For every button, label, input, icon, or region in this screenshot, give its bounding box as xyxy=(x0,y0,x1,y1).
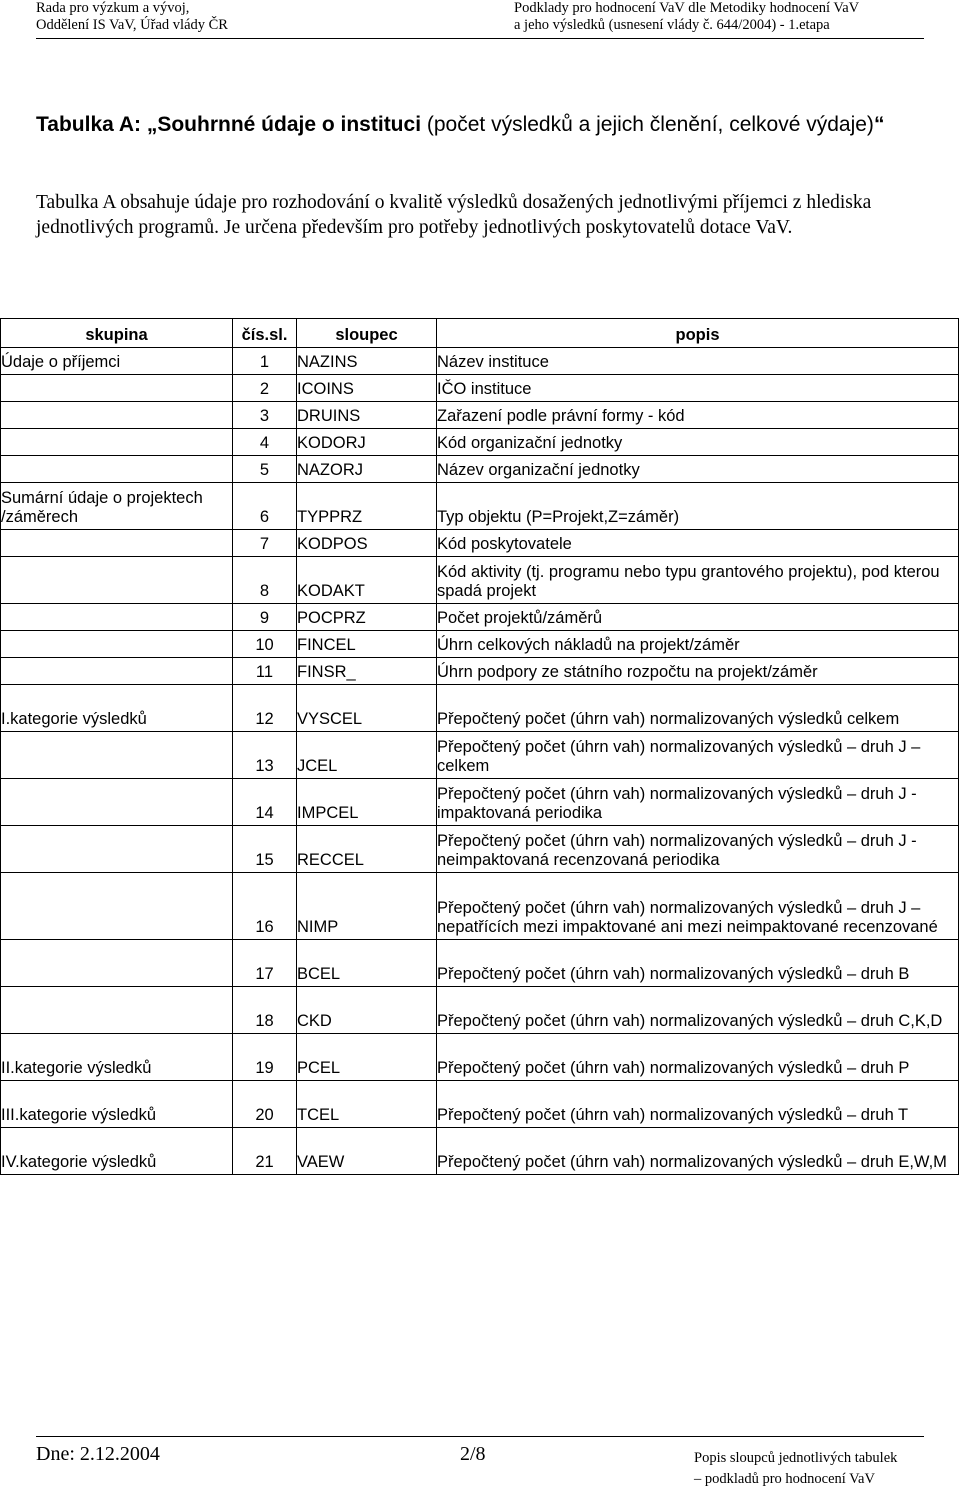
table-row xyxy=(1,987,959,1034)
cell-code: JCEL xyxy=(297,732,437,779)
cell-desc: Název instituce xyxy=(437,348,959,375)
cell-num: 20 xyxy=(233,1081,297,1128)
table-row xyxy=(1,1081,959,1128)
cell-desc: Přepočtený počet (úhrn vah) normalizovaných výsledků – druh J – celkem xyxy=(437,732,959,779)
cell-num: 14 xyxy=(233,779,297,826)
table-row xyxy=(1,348,959,375)
header-popis: popis xyxy=(437,319,959,348)
cell-code: PCEL xyxy=(297,1034,437,1081)
table-row xyxy=(1,557,959,604)
cell-skupina xyxy=(1,826,233,873)
cell-skupina xyxy=(1,658,233,685)
cell-num: 12 xyxy=(233,685,297,732)
page-title xyxy=(36,111,926,139)
header-left-line2: Oddělení IS VaV, Úřad vlády ČR xyxy=(36,17,228,33)
cell-code: BCEL xyxy=(297,940,437,987)
header-divider xyxy=(36,38,924,39)
cell-code: KODORJ xyxy=(297,429,437,456)
table-row xyxy=(1,1128,959,1175)
cell-code: NAZORJ xyxy=(297,456,437,483)
cell-num: 16 xyxy=(233,873,297,940)
cell-desc: Přepočtený počet (úhrn vah) normalizovaných výsledků – druh J – nepatřících mezi impaktované ani mezi neimpaktované recenzované xyxy=(437,873,959,940)
cell-num: 9 xyxy=(233,604,297,631)
table-row xyxy=(1,732,959,779)
table-body xyxy=(1,348,959,1175)
cell-num: 6 xyxy=(233,483,297,530)
cell-desc: Přepočtený počet (úhrn vah) normalizovaných výsledků – druh J - neimpaktovaná recenzovaná periodika xyxy=(437,826,959,873)
header-left-line1: Rada pro výzkum a vývoj, xyxy=(36,0,190,16)
cell-code: NAZINS xyxy=(297,348,437,375)
header-right-line2: a jeho výsledků (usnesení vlády č. 644/2004) - 1.etapa xyxy=(514,17,830,33)
cell-code: FINCEL xyxy=(297,631,437,658)
cell-code: VAEW xyxy=(297,1128,437,1175)
cell-code: KODAKT xyxy=(297,557,437,604)
cell-num: 17 xyxy=(233,940,297,987)
cell-num: 4 xyxy=(233,429,297,456)
cell-num: 8 xyxy=(233,557,297,604)
cell-skupina: IV.kategorie výsledků xyxy=(1,1128,233,1175)
cell-num: 18 xyxy=(233,987,297,1034)
cell-desc: Typ objektu (P=Projekt,Z=záměr) xyxy=(437,483,959,530)
footer-divider xyxy=(36,1436,924,1437)
cell-num: 7 xyxy=(233,530,297,557)
cell-code: NIMP xyxy=(297,873,437,940)
cell-skupina xyxy=(1,987,233,1034)
table-row xyxy=(1,402,959,429)
cell-skupina xyxy=(1,732,233,779)
cell-skupina xyxy=(1,940,233,987)
table-row xyxy=(1,375,959,402)
table-row xyxy=(1,604,959,631)
cell-skupina xyxy=(1,456,233,483)
table-row xyxy=(1,940,959,987)
table-row xyxy=(1,1034,959,1081)
cell-skupina: Sumární údaje o projektech /záměrech xyxy=(1,483,233,530)
cell-num: 5 xyxy=(233,456,297,483)
cell-num: 11 xyxy=(233,658,297,685)
cell-code: DRUINS xyxy=(297,402,437,429)
cell-skupina: III.kategorie výsledků xyxy=(1,1081,233,1128)
cell-desc: Úhrn podpory ze státního rozpočtu na projekt/záměr xyxy=(437,658,959,685)
cell-code: TCEL xyxy=(297,1081,437,1128)
cell-desc: Kód poskytovatele xyxy=(437,530,959,557)
cell-desc: Přepočtený počet (úhrn vah) normalizovaných výsledků – druh C,K,D xyxy=(437,987,959,1034)
cell-num: 21 xyxy=(233,1128,297,1175)
cell-skupina xyxy=(1,779,233,826)
cell-skupina xyxy=(1,530,233,557)
cell-num: 13 xyxy=(233,732,297,779)
cell-code: RECCEL xyxy=(297,826,437,873)
cell-skupina: II.kategorie výsledků xyxy=(1,1034,233,1081)
cell-desc: Zařazení podle právní formy - kód xyxy=(437,402,959,429)
header-right xyxy=(514,0,859,34)
cell-num: 2 xyxy=(233,375,297,402)
table-row xyxy=(1,429,959,456)
title-normal: (počet výsledků a jejich členění, celkové výdaje) xyxy=(421,113,874,136)
cell-skupina xyxy=(1,402,233,429)
cell-code: KODPOS xyxy=(297,530,437,557)
table-row xyxy=(1,530,959,557)
cell-desc: Přepočtený počet (úhrn vah) normalizovaných výsledků – druh B xyxy=(437,940,959,987)
cell-desc: Úhrn celkových nákladů na projekt/záměr xyxy=(437,631,959,658)
columns-table xyxy=(0,318,959,1175)
cell-skupina xyxy=(1,631,233,658)
cell-code: VYSCEL xyxy=(297,685,437,732)
cell-desc: Přepočtený počet (úhrn vah) normalizovaných výsledků – druh P xyxy=(437,1034,959,1081)
footer-date: Dne: 2.12.2004 xyxy=(36,1443,160,1465)
cell-num: 1 xyxy=(233,348,297,375)
table-row xyxy=(1,483,959,530)
cell-skupina xyxy=(1,557,233,604)
header-skupina: skupina xyxy=(1,319,233,348)
cell-desc: IČO instituce xyxy=(437,375,959,402)
title-bold: Tabulka A: „Souhrnné údaje o instituci xyxy=(36,113,422,136)
cell-skupina: Údaje o příjemci xyxy=(1,348,233,375)
cell-num: 19 xyxy=(233,1034,297,1081)
cell-num: 3 xyxy=(233,402,297,429)
header-left xyxy=(36,0,228,34)
table-row xyxy=(1,685,959,732)
cell-code: CKD xyxy=(297,987,437,1034)
table-header-row xyxy=(1,319,959,348)
cell-desc: Kód organizační jednotky xyxy=(437,429,959,456)
table-row xyxy=(1,779,959,826)
table-row xyxy=(1,456,959,483)
intro-paragraph: Tabulka A obsahuje údaje pro rozhodování o kvalitě výsledků dosažených jednotlivými příjemci z hlediska jednotlivých programů. Je určena především pro potřeby jednotlivých poskytovatelů dotace VaV. xyxy=(36,192,872,238)
cell-skupina xyxy=(1,429,233,456)
table-row xyxy=(1,658,959,685)
header-right-line1: Podklady pro hodnocení VaV dle Metodiky hodnocení VaV xyxy=(514,0,860,16)
cell-skupina: I.kategorie výsledků xyxy=(1,685,233,732)
cell-desc: Počet projektů/záměrů xyxy=(437,604,959,631)
cell-code: FINSR_ xyxy=(297,658,437,685)
cell-code: IMPCEL xyxy=(297,779,437,826)
cell-skupina xyxy=(1,375,233,402)
cell-desc: Název organizační jednotky xyxy=(437,456,959,483)
footer-right xyxy=(694,1448,897,1490)
title-bold-end: “ xyxy=(873,113,885,136)
cell-desc: Přepočtený počet (úhrn vah) normalizovaných výsledků – druh T xyxy=(437,1081,959,1128)
cell-num: 15 xyxy=(233,826,297,873)
cell-desc: Přepočtený počet (úhrn vah) normalizovaných výsledků – druh J - impaktovaná periodika xyxy=(437,779,959,826)
footer-right-line1: Popis sloupců jednotlivých tabulek xyxy=(694,1450,898,1466)
cell-code: TYPPRZ xyxy=(297,483,437,530)
cell-code: ICOINS xyxy=(297,375,437,402)
cell-num: 10 xyxy=(233,631,297,658)
cell-desc: Přepočtený počet (úhrn vah) normalizovaných výsledků celkem xyxy=(437,685,959,732)
footer-right-line2: – podkladů pro hodnocení VaV xyxy=(694,1471,875,1487)
cell-desc: Kód aktivity (tj. programu nebo typu grantového projektu), pod kterou spadá projekt xyxy=(437,557,959,604)
cell-code: POCPRZ xyxy=(297,604,437,631)
cell-skupina xyxy=(1,604,233,631)
header-cis: čís.sl. xyxy=(233,319,297,348)
cell-desc: Přepočtený počet (úhrn vah) normalizovaných výsledků – druh E,W,M xyxy=(437,1128,959,1175)
table-row xyxy=(1,873,959,940)
cell-skupina xyxy=(1,873,233,940)
header-sloupec: sloupec xyxy=(297,319,437,348)
table-row xyxy=(1,631,959,658)
table-row xyxy=(1,826,959,873)
page-number: 2/8 xyxy=(460,1443,486,1465)
